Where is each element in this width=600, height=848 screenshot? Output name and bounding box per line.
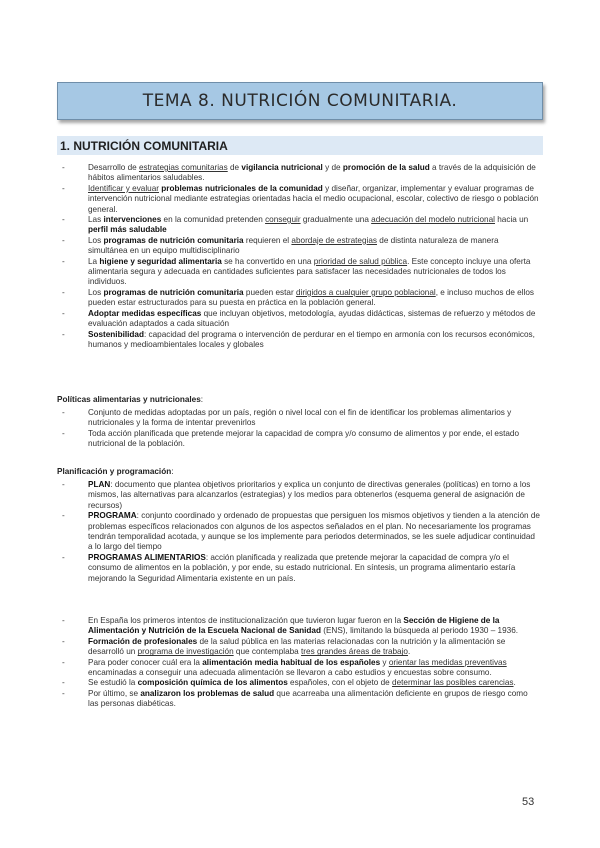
bullet-list-intro <box>88 163 540 350</box>
list-item: - Identificar y evaluar problemas nutricionales de la comunidad y diseñar, organizar, implementar y evaluar programas de intervención nutricional mediante estrategias orientadas hacia el medio ocupacional, escolar, colectivo de riesgo o población general. <box>88 184 540 215</box>
list-item: - PROGRAMAS ALIMENTARIOS: acción planificada y realizada que pretende mejorar la capacidad de compra y/o el consumo de alimentos en la población, y por ende, su estado nutricional. En síntesis, un programa alimentario estaría mejorando la Seguridad Alimentaria existente en un país. <box>88 553 540 584</box>
list-item: - Las intervenciones en la comunidad pretenden conseguir gradualmente una adecuación del modelo nutricional hacia un perfil más saludable <box>88 215 540 236</box>
list-item: - Conjunto de medidas adoptadas por un país, región o nivel local con el fin de identificar los problemas alimentarios y nutricionales y la forma de intentar prevenirlos <box>88 408 540 429</box>
list-item: - Desarrollo de estrategias comunitarias de vigilancia nutricional y de promoción de la salud a través de la adquisición de hábitos alimentarios saludables. <box>88 163 540 184</box>
list-item: - Sostenibilidad: capacidad del programa o intervención de perdurar en el tiempo en armonía con los recursos económicos, humanos y medioambientales locales y globales <box>88 330 540 351</box>
chapter-title: TEMA 8. NUTRICIÓN COMUNITARIA. <box>142 91 458 111</box>
subheading-planning: Planificación y programación: <box>57 467 174 476</box>
list-item: - Para poder conocer cuál era la alimentación media habitual de los españoles y orientar las medidas preventivas encaminadas a conseguir una adecuada alimentación se llevaron a cabo estudios y encuestas sobre consumo. <box>88 658 540 679</box>
list-item: - Los programas de nutrición comunitaria requieren el abordaje de estrategias de distinta naturaleza de manera simultánea en un equipo multidisciplinario <box>88 236 540 257</box>
list-item: - Se estudió la composición química de los alimentos españoles, con el objeto de determinar las posibles carencias. <box>88 678 540 688</box>
bullet-list-spain <box>88 616 540 710</box>
list-item: - En España los primeros intentos de institucionalización que tuvieron lugar fueron en la Sección de Higiene de la Alimentación y Nutrición de la Escuela Nacional de Sanidad (ENS), limitando la búsqueda al periodo 1930 – 1936. <box>88 616 540 637</box>
list-item: - Formación de profesionales de la salud pública en las materias relacionadas con la nutrición y la alimentación se desarrolló un programa de investigación que contemplaba tres grandes áreas de trabajo. <box>88 637 540 658</box>
bullet-list-planning <box>88 480 540 584</box>
subheading-policies: Políticas alimentarias y nutricionales: <box>57 395 204 404</box>
list-item: - Por último, se analizaron los problemas de salud que acarreaba una alimentación deficiente en grupos de riesgo como las personas diabéticas. <box>88 689 540 710</box>
chapter-title-box <box>57 82 543 120</box>
section-heading-bar <box>57 136 543 155</box>
list-item: - La higiene y seguridad alimentaria se ha convertido en una prioridad de salud pública. Este concepto incluye una oferta alimentaria segura y adecuada en cantidades suficientes para satisfacer las necesidades nutricionales de todos los individuos. <box>88 257 540 288</box>
list-item: - Toda acción planificada que pretende mejorar la capacidad de compra y/o consumo de alimentos y por ende, el estado nutricional de la población. <box>88 429 540 450</box>
page-number: 53 <box>522 796 535 808</box>
list-item: - Los programas de nutrición comunitaria pueden estar dirigidos a cualquier grupo poblacional, e incluso muchos de ellos pueden estar estructurados para su puesta en práctica en la población general. <box>88 288 540 309</box>
section-heading: 1. NUTRICIÓN COMUNITARIA <box>60 138 228 153</box>
list-item: - PROGRAMA: conjunto coordinado y ordenado de propuestas que persiguen los mismos objetivos y tienden a la atención de problemas específicos relacionados con algunos de los aspectos señalados en el plan. No necesariamente los programas tendrán temporalidad acotada, y aunque se los implemente para periodos determinados, se les suele adjudicar continuidad a lo largo del tiempo <box>88 511 540 553</box>
bullet-list-policies <box>88 408 540 450</box>
list-item: - Adoptar medidas específicas que incluyan objetivos, metodología, ayudas didácticas, sistemas de refuerzo y métodos de evaluación adaptados a cada situación <box>88 309 540 330</box>
list-item: - PLAN: documento que plantea objetivos prioritarios y explica un conjunto de directivas generales (políticas) en torno a los mismos, las alternativas para alcanzarlos (estrategias) y los medios para obtenerlos (esquema general de asignación de recursos) <box>88 480 540 511</box>
